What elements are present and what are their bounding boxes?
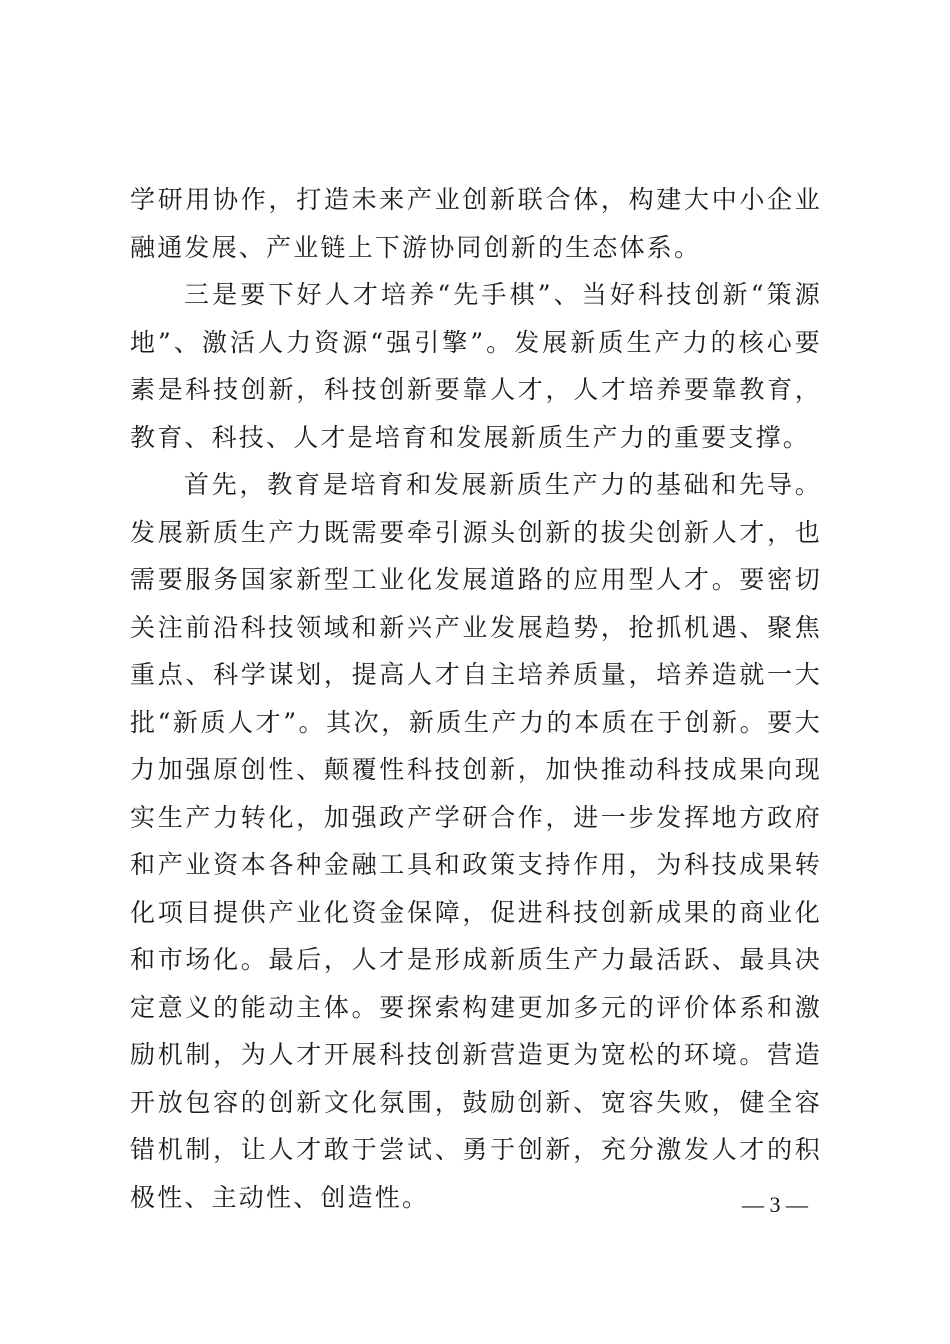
paragraph-point-three: 三是要下好人才培养“先手棋”、当好科技创新“策源地”、激活人力资源“强引擎”。发展新质生产力的核心要素是科技创新，科技创新要靠人才，人才培养要靠教育，教育、科技、人才是培育和发展新质生产力的重要支撑。 [130,280,822,452]
paragraph-continued: 学研用协作，打造未来产业创新联合体，构建大中小企业融通发展、产业链上下游协同创新的生态体系。 [130,185,822,262]
page-number: — 3 — [742,1192,808,1217]
paragraph-first-second-last: 首先，教育是培育和发展新质生产力的基础和先导。发展新质生产力既需要牵引源头创新的拔尖创新人才，也需要服务国家新型工业化发展道路的应用型人才。要密切关注前沿科技领域和新兴产业发展趋势，抢抓机遇、聚焦重点、科学谋划，提高人才自主培养质量，培养造就一大批“新质人才”。其次，新质生产力的本质在于创新。要大力加强原创性、颠覆性科技创新，加快推动科技成果向现实生产力转化，加强政产学研合作，进一步发挥地方政府和产业资本各种金融工具和政策支持作用，为科技成果转化项目提供产业化资金保障，促进科技创新成果的商业化和市场化。最后，人才是形成新质生产力最活跃、最具决定意义的能动主体。要探索构建更加多元的评价体系和激励机制，为人才开展科技创新营造更为宽松的环境。营造开放包容的创新文化氛围，鼓励创新、宽容失败，健全容错机制，让人才敢于尝试、勇于创新，充分激发人才的积极性、主动性、创造性。 [130,470,822,1212]
document-body [130,176,822,1221]
